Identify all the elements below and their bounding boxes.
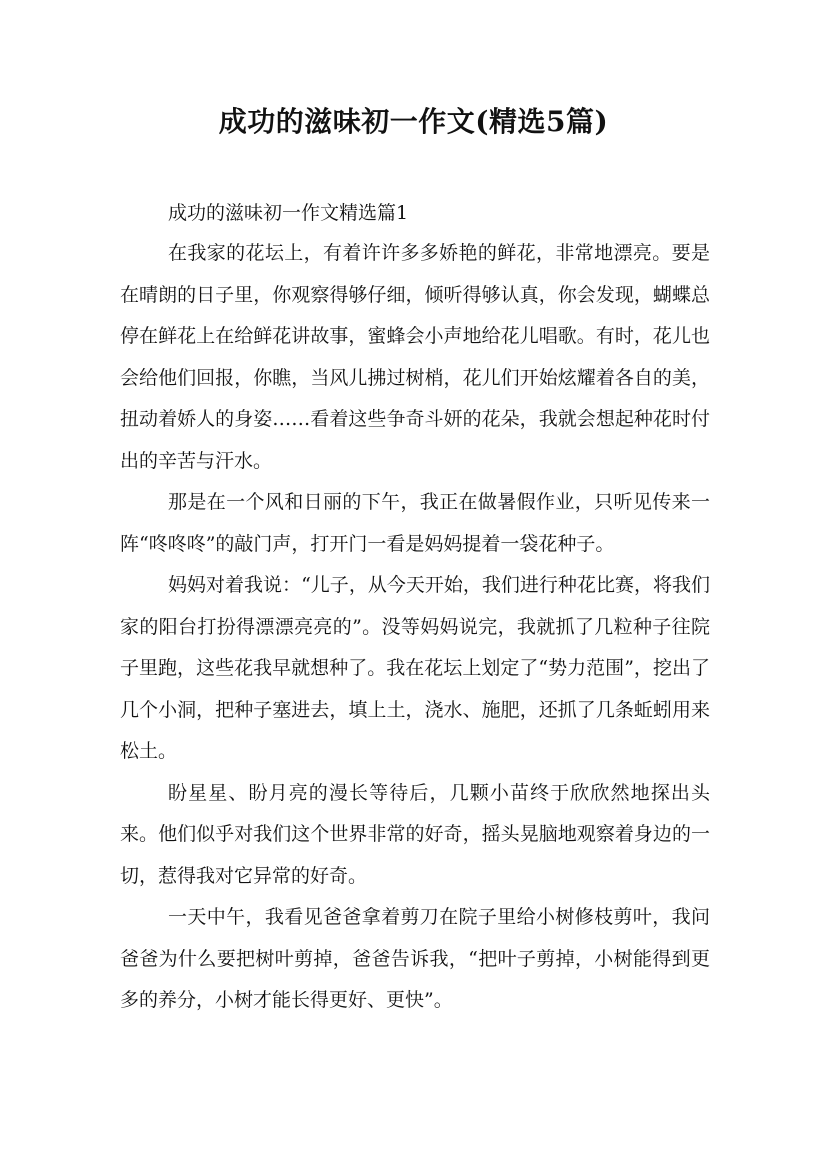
document-title: 成功的滋味初一作文(精选5篇) — [218, 105, 609, 138]
paragraph: 在我家的花坛上，有着许许多多娇艳的鲜花，非常地漂亮。要是在晴朗的日子里，你观察得够仔细，倾听得够认真，你会发现，蝴蝶总停在鲜花上在给鲜花讲故事，蜜蜂会小声地给花儿唱歌。有时，花儿也会给他们回报，你瞧，当风儿拂过树梢，花儿们开始炫耀着各自的美，扭动着娇人的身姿……看着这些争奇斗妍的花朵，我就会想起种花时付出的辛苦与汗水。 — [120, 242, 710, 472]
paragraph: 一天中午，我看见爸爸拿着剪刀在院子里给小树修枝剪叶，我问爸爸为什么要把树叶剪掉，爸爸告诉我，“把叶子剪掉，小树能得到更多的养分，小树才能长得更好、更快”。 — [120, 906, 710, 1011]
paragraph: 那是在一个风和日丽的下午，我正在做暑假作业，只听见传来一阵“咚咚咚”的敲门声，打开门一看是妈妈提着一袋花种子。 — [120, 491, 710, 555]
section-heading: 成功的滋味初一作文精选篇1 — [168, 202, 409, 224]
paragraph: 妈妈对着我说：“儿子，从今天开始，我们进行种花比赛，将我们家的阳台打扮得漂漂亮亮的”。没等妈妈说完，我就抓了几粒种子往院子里跑，这些花我早就想种了。我在花坛上划定了“势力范围”，挖出了几个小洞，把种子塞进去，填上土，浇水、施肥，还抓了几条蚯蚓用来松土。 — [120, 574, 710, 762]
paragraph: 盼星星、盼月亮的漫长等待后，几颗小苗终于欣欣然地探出头来。他们似乎对我们这个世界非常的好奇，摇头晃脑地观察着身边的一切，惹得我对它异常的好奇。 — [120, 781, 710, 887]
document-body — [120, 193, 710, 1022]
